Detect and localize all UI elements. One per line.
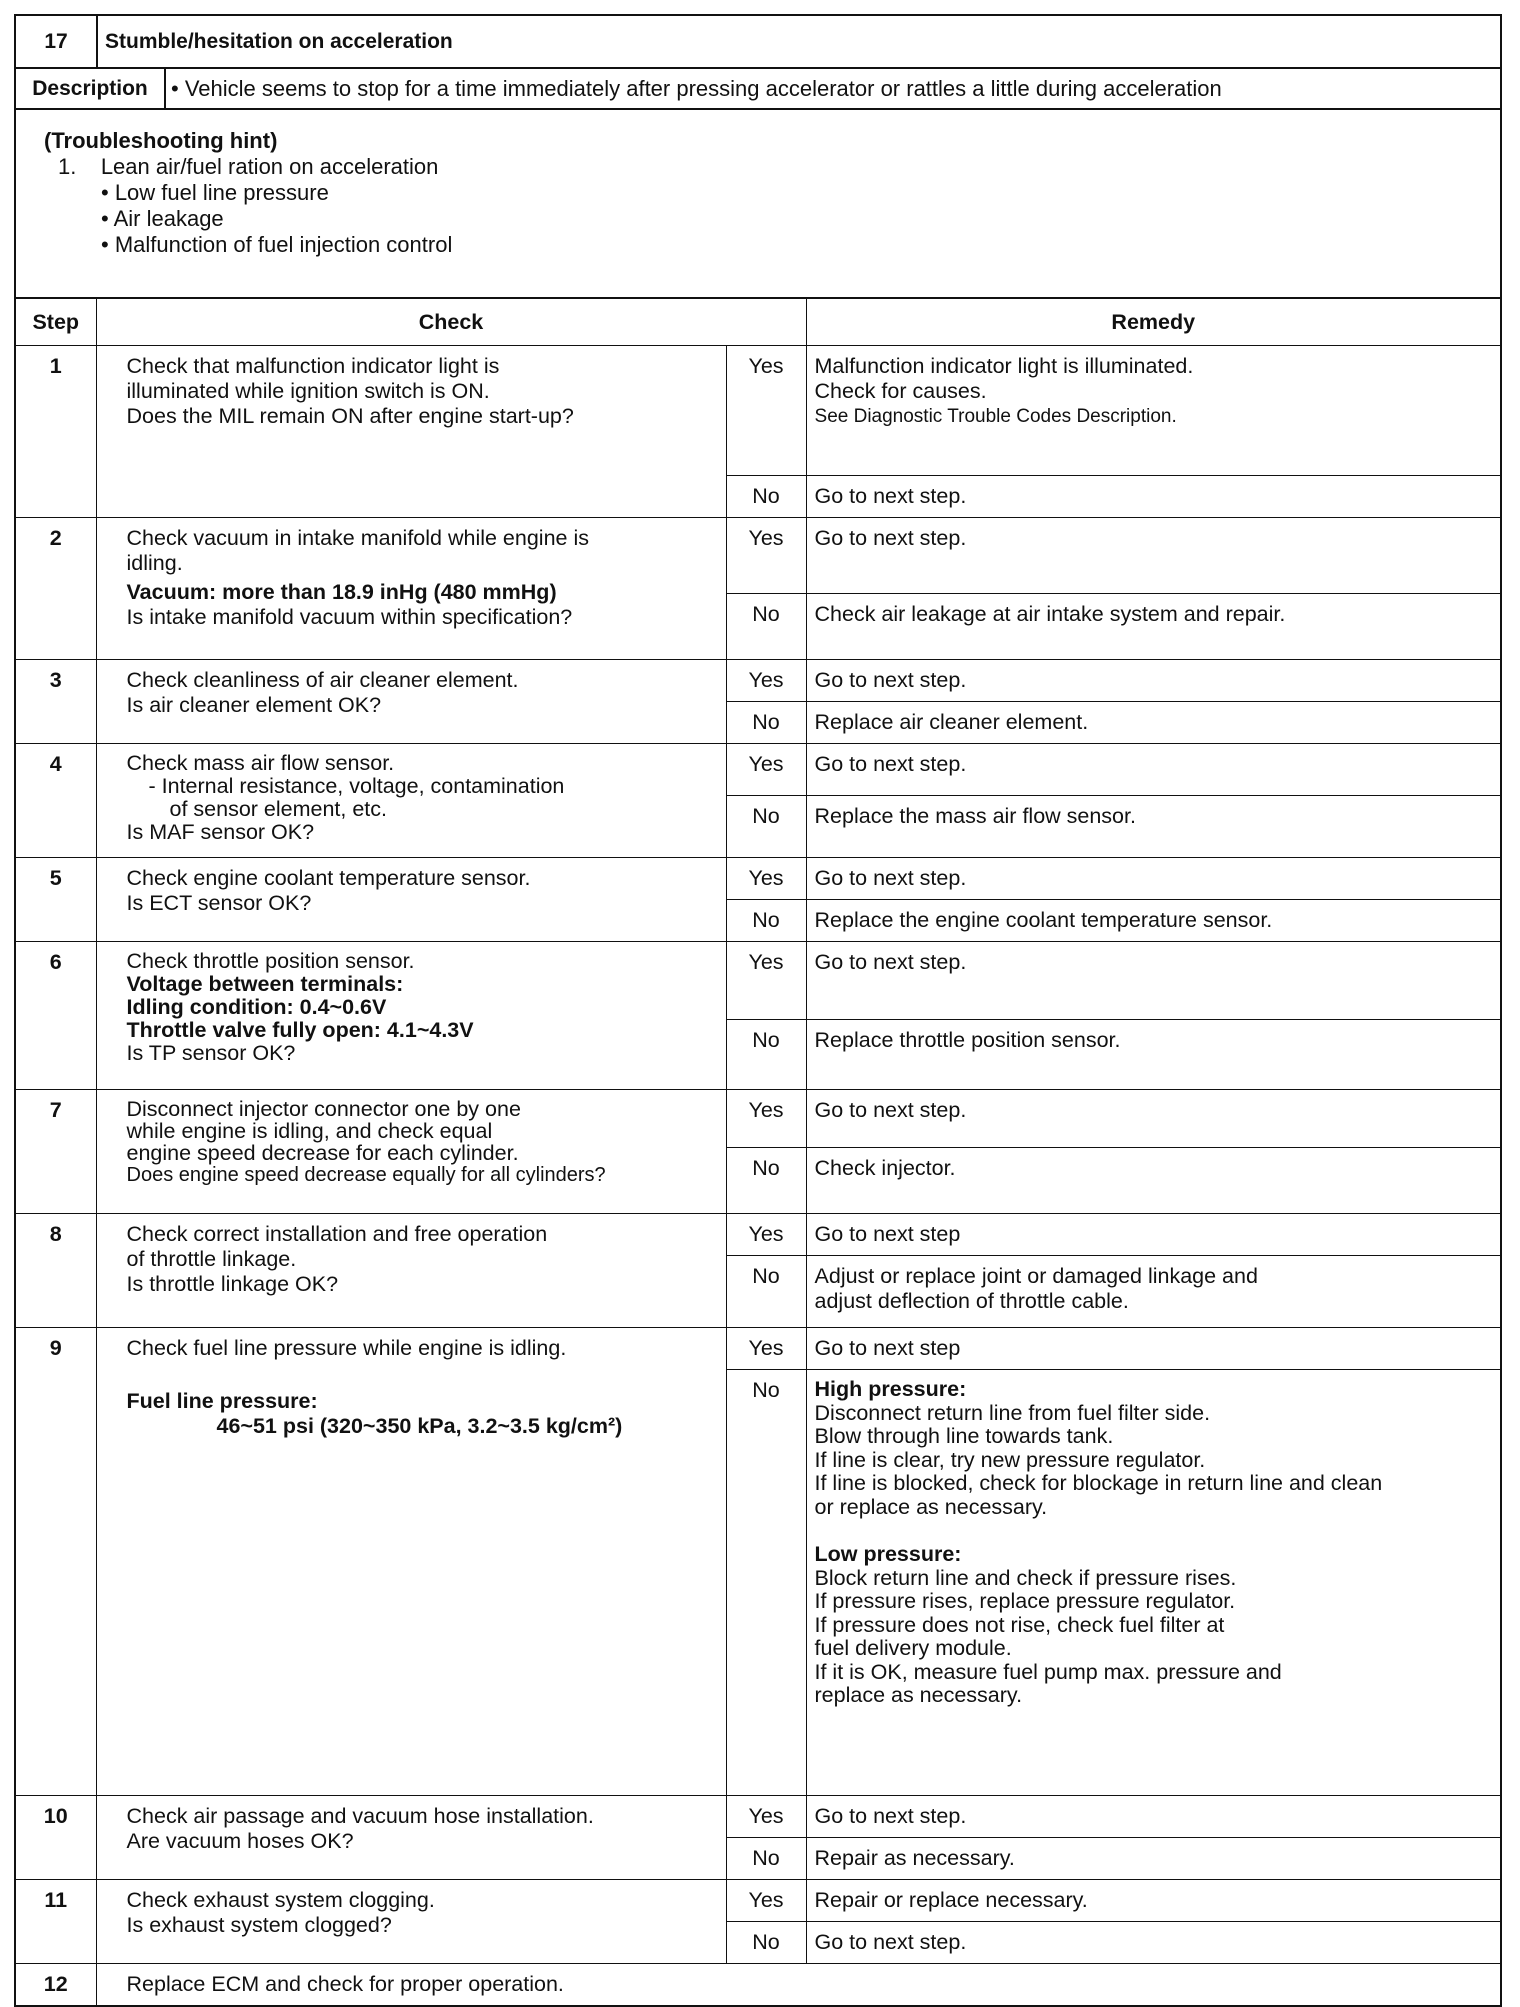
table-row bbox=[16, 1880, 1500, 1922]
yes-remedy: Go to next step bbox=[806, 1214, 1500, 1256]
step-number: 11 bbox=[16, 1880, 96, 1964]
troubleshooting-sheet bbox=[14, 14, 1502, 2007]
remedy-heading: High pressure: bbox=[814, 1377, 967, 1401]
yes-label: Yes bbox=[726, 346, 806, 476]
table-row bbox=[16, 744, 1500, 796]
step-number: 12 bbox=[16, 1964, 96, 2006]
check-line: of throttle linkage. bbox=[126, 1247, 297, 1271]
check-spec: Voltage between terminals: bbox=[126, 972, 404, 996]
hint-bullet: • Malfunction of fuel injection control bbox=[101, 232, 453, 257]
step-check bbox=[96, 1880, 726, 1964]
troubleshooting-hint bbox=[16, 110, 1500, 299]
table-row bbox=[16, 1796, 1500, 1838]
step-number: 4 bbox=[16, 744, 96, 858]
remedy-line: Blow through line towards tank. bbox=[814, 1424, 1114, 1448]
step-number: 10 bbox=[16, 1796, 96, 1880]
no-label: No bbox=[726, 796, 806, 858]
yes-label: Yes bbox=[726, 858, 806, 900]
check-line: Check correct installation and free operation bbox=[126, 1222, 548, 1246]
check-line: Disconnect injector connector one by one bbox=[126, 1097, 521, 1121]
check-question: Does engine speed decrease equally for all cylinders? bbox=[126, 1164, 606, 1186]
no-remedy: Replace air cleaner element. bbox=[806, 702, 1500, 744]
step-check bbox=[96, 660, 726, 744]
yes-label: Yes bbox=[726, 518, 806, 594]
check-spec: Vacuum: more than 18.9 inHg (480 mmHg) bbox=[126, 580, 557, 604]
check-line: Check fuel line pressure while engine is idling. bbox=[126, 1336, 567, 1360]
check-line: Check engine coolant temperature sensor. bbox=[126, 866, 531, 890]
procedure-title: Stumble/hesitation on acceleration bbox=[105, 29, 453, 53]
step-number: 7 bbox=[16, 1090, 96, 1214]
description-label: Description bbox=[16, 69, 166, 108]
check-line: Is ECT sensor OK? bbox=[126, 891, 312, 915]
hint-title: (Troubleshooting hint) bbox=[44, 128, 278, 153]
yes-label: Yes bbox=[726, 1328, 806, 1370]
col-check: Check bbox=[96, 299, 806, 346]
remedy-line: If pressure rises, replace pressure regulator. bbox=[814, 1589, 1236, 1613]
no-remedy bbox=[806, 1370, 1500, 1796]
step-check bbox=[96, 1796, 726, 1880]
no-remedy: Replace throttle position sensor. bbox=[806, 1020, 1500, 1090]
remedy-line: If pressure does not rise, check fuel filter at bbox=[814, 1612, 1225, 1637]
table-row bbox=[16, 1964, 1500, 2006]
title-row bbox=[16, 16, 1500, 69]
yes-remedy: Go to next step bbox=[806, 1328, 1500, 1370]
table-row bbox=[16, 346, 1500, 476]
col-step: Step bbox=[16, 299, 96, 346]
step-number: 9 bbox=[16, 1328, 96, 1796]
col-remedy: Remedy bbox=[806, 299, 1500, 346]
remedy-line: adjust deflection of throttle cable. bbox=[814, 1289, 1129, 1313]
step-check bbox=[96, 744, 726, 858]
check-line: Check exhaust system clogging. bbox=[126, 1888, 435, 1912]
check-spec-value: 46~51 psi (320~350 kPa, 3.2~3.5 kg/cm²) bbox=[216, 1414, 623, 1438]
check-subline: - Internal resistance, voltage, contamination bbox=[148, 774, 565, 798]
hint-bullet: • Low fuel line pressure bbox=[101, 180, 329, 205]
remedy-line: or replace as necessary. bbox=[814, 1494, 1048, 1519]
no-remedy: Replace the mass air flow sensor. bbox=[806, 796, 1500, 858]
yes-label: Yes bbox=[726, 660, 806, 702]
table-row bbox=[16, 942, 1500, 1020]
hint-item-text: Lean air/fuel ration on acceleration bbox=[100, 154, 439, 179]
table-row bbox=[16, 518, 1500, 594]
check-line: Check throttle position sensor. bbox=[126, 949, 415, 973]
step-number: 3 bbox=[16, 660, 96, 744]
yes-label: Yes bbox=[726, 744, 806, 796]
yes-remedy: Go to next step. bbox=[806, 518, 1500, 594]
remedy-note: See Diagnostic Trouble Codes Description. bbox=[814, 406, 1177, 427]
check-line: while engine is idling, and check equal bbox=[126, 1119, 493, 1143]
yes-label: Yes bbox=[726, 1880, 806, 1922]
remedy-heading: Low pressure: bbox=[814, 1542, 962, 1566]
table-row bbox=[16, 1090, 1500, 1148]
no-label: No bbox=[726, 702, 806, 744]
check-question: Is MAF sensor OK? bbox=[126, 820, 315, 844]
remedy-line: Block return line and check if pressure rises. bbox=[814, 1565, 1237, 1590]
yes-remedy: Repair or replace necessary. bbox=[806, 1880, 1500, 1922]
yes-remedy: Go to next step. bbox=[806, 1796, 1500, 1838]
no-remedy bbox=[806, 1256, 1500, 1328]
table-row bbox=[16, 858, 1500, 900]
check-spec: Idling condition: 0.4~0.6V bbox=[126, 995, 387, 1019]
step-number: 5 bbox=[16, 858, 96, 942]
hint-bullet: • Air leakage bbox=[101, 206, 224, 231]
step-check bbox=[96, 1214, 726, 1328]
check-question: Is TP sensor OK? bbox=[126, 1041, 296, 1065]
no-remedy: Repair as necessary. bbox=[806, 1838, 1500, 1880]
yes-remedy: Go to next step. bbox=[806, 660, 1500, 702]
remedy-line: fuel delivery module. bbox=[814, 1636, 1012, 1660]
yes-label: Yes bbox=[726, 1090, 806, 1148]
no-remedy: Go to next step. bbox=[806, 476, 1500, 518]
step-check bbox=[96, 1328, 726, 1796]
step-number: 2 bbox=[16, 518, 96, 660]
description-text: • Vehicle seems to stop for a time immediately after pressing accelerator or rattles a little during acceleration bbox=[171, 75, 1222, 101]
hint-item-number: 1. bbox=[58, 154, 77, 179]
no-remedy: Replace the engine coolant temperature sensor. bbox=[806, 900, 1500, 942]
remedy-line: Check for causes. bbox=[814, 379, 987, 403]
steps-table bbox=[16, 299, 1500, 2005]
no-label: No bbox=[726, 476, 806, 518]
check-line: idling. bbox=[126, 551, 183, 575]
no-label: No bbox=[726, 1922, 806, 1964]
no-label: No bbox=[726, 900, 806, 942]
step-check: Replace ECM and check for proper operation. bbox=[96, 1964, 1500, 2006]
remedy-line: If line is blocked, check for blockage in return line and clean bbox=[814, 1471, 1383, 1495]
check-line: engine speed decrease for each cylinder. bbox=[126, 1141, 519, 1165]
yes-label: Yes bbox=[726, 1796, 806, 1838]
no-remedy: Check injector. bbox=[806, 1148, 1500, 1214]
check-line: Are vacuum hoses OK? bbox=[126, 1829, 354, 1853]
no-label: No bbox=[726, 1020, 806, 1090]
yes-remedy: Go to next step. bbox=[806, 1090, 1500, 1148]
no-remedy: Go to next step. bbox=[806, 1922, 1500, 1964]
yes-label: Yes bbox=[726, 1214, 806, 1256]
step-check bbox=[96, 346, 726, 518]
step-check bbox=[96, 942, 726, 1090]
check-line: illuminated while ignition switch is ON. bbox=[126, 379, 490, 403]
yes-label: Yes bbox=[726, 942, 806, 1020]
check-spec: Throttle valve fully open: 4.1~4.3V bbox=[126, 1018, 474, 1042]
table-row bbox=[16, 1328, 1500, 1370]
check-line: Check mass air flow sensor. bbox=[126, 751, 395, 775]
remedy-line: If it is OK, measure fuel pump max. pressure and bbox=[814, 1659, 1282, 1684]
no-label: No bbox=[726, 1148, 806, 1214]
remedy-line: Malfunction indicator light is illuminated. bbox=[814, 354, 1194, 378]
procedure-number: 17 bbox=[16, 16, 98, 67]
table-header bbox=[16, 299, 1500, 346]
step-number: 8 bbox=[16, 1214, 96, 1328]
no-label: No bbox=[726, 1838, 806, 1880]
step-number: 1 bbox=[16, 346, 96, 518]
step-number: 6 bbox=[16, 942, 96, 1090]
hint-item bbox=[44, 154, 1500, 180]
check-question: Is intake manifold vacuum within specification? bbox=[126, 605, 573, 629]
yes-remedy: Go to next step. bbox=[806, 858, 1500, 900]
no-label: No bbox=[726, 594, 806, 660]
check-line: Is air cleaner element OK? bbox=[126, 693, 382, 717]
yes-remedy: Go to next step. bbox=[806, 744, 1500, 796]
no-remedy: Check air leakage at air intake system and repair. bbox=[806, 594, 1500, 660]
remedy-line: replace as necessary. bbox=[814, 1683, 1023, 1707]
yes-remedy: Go to next step. bbox=[806, 942, 1500, 1020]
remedy-line: If line is clear, try new pressure regulator. bbox=[814, 1447, 1206, 1472]
check-line: Check air passage and vacuum hose installation. bbox=[126, 1804, 594, 1828]
check-subline: of sensor element, etc. bbox=[169, 797, 387, 821]
check-line: Is exhaust system clogged? bbox=[126, 1913, 392, 1937]
no-label: No bbox=[726, 1256, 806, 1328]
step-check bbox=[96, 858, 726, 942]
check-line: Check that malfunction indicator light is bbox=[126, 354, 500, 378]
check-line: Check vacuum in intake manifold while engine is bbox=[126, 526, 589, 550]
check-line: Is throttle linkage OK? bbox=[126, 1272, 339, 1296]
remedy-line: Adjust or replace joint or damaged linkage and bbox=[814, 1264, 1258, 1288]
table-row bbox=[16, 1214, 1500, 1256]
remedy-line: Disconnect return line from fuel filter side. bbox=[814, 1400, 1211, 1425]
check-line: Does the MIL remain ON after engine start-up? bbox=[126, 404, 574, 428]
check-spec-label: Fuel line pressure: bbox=[126, 1389, 318, 1413]
check-line: Check cleanliness of air cleaner element. bbox=[126, 668, 519, 692]
step-check bbox=[96, 518, 726, 660]
table-row bbox=[16, 660, 1500, 702]
description-row bbox=[16, 69, 1500, 110]
no-label: No bbox=[726, 1370, 806, 1796]
yes-remedy bbox=[806, 346, 1500, 476]
step-check bbox=[96, 1090, 726, 1214]
